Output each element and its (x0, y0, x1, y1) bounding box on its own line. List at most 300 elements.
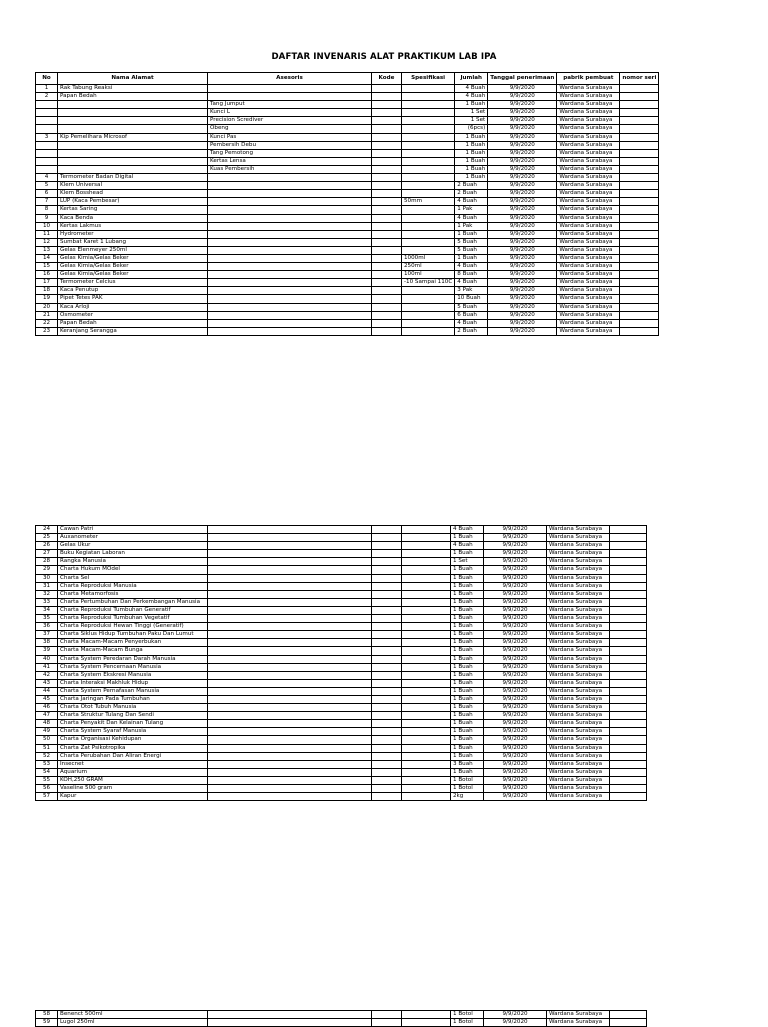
cell-no: 26 (36, 542, 58, 550)
cell-nama: Kaca Penutup (58, 287, 208, 295)
cell-nomor-seri (620, 85, 659, 93)
cell-asesoris (208, 198, 372, 206)
cell-nama: Kertas Saring (58, 206, 208, 214)
table-row (36, 776, 647, 784)
cell-nomor-seri (610, 582, 647, 590)
cell-nama (58, 149, 208, 157)
cell-tanggal: 9/9/2020 (484, 655, 547, 663)
cell-tanggal: 9/9/2020 (484, 728, 547, 736)
cell-tanggal: 9/9/2020 (488, 174, 557, 182)
cell-pabrik: Wardana Surabaya (547, 768, 610, 776)
cell-nomor-seri (610, 574, 647, 582)
cell-nomor-seri (620, 198, 659, 206)
cell-nomor-seri (620, 149, 659, 157)
cell-tanggal: 9/9/2020 (488, 190, 557, 198)
table-row (36, 141, 659, 149)
header-kode: Kode (372, 73, 402, 85)
cell-jumlah: 1 Buah (451, 744, 484, 752)
cell-nama: Gelas Kimia/Gelas Beker (58, 271, 208, 279)
table-row (36, 125, 659, 133)
cell-kode (372, 793, 402, 801)
cell-asesoris: Kertas Lensa (208, 157, 372, 165)
cell-no: 9 (36, 214, 58, 222)
table-row (36, 319, 659, 327)
cell-spesifikasi (402, 125, 455, 133)
cell-jumlah: 1 Buah (451, 679, 484, 687)
table-row (36, 246, 659, 254)
cell-pabrik: Wardana Surabaya (547, 704, 610, 712)
table-row (36, 639, 647, 647)
cell-spesifikasi (402, 615, 451, 623)
cell-asesoris (208, 623, 372, 631)
cell-kode (372, 190, 402, 198)
cell-nama: Kaca Benda (58, 214, 208, 222)
table-row (36, 736, 647, 744)
cell-spesifikasi: 100ml (402, 271, 455, 279)
cell-pabrik: Wardana Surabaya (547, 760, 610, 768)
cell-jumlah: 1 Buah (451, 752, 484, 760)
cell-tanggal: 9/9/2020 (484, 663, 547, 671)
cell-jumlah: 1 Buah (455, 254, 488, 262)
cell-kode (372, 230, 402, 238)
cell-asesoris (208, 206, 372, 214)
cell-tanggal: 9/9/2020 (484, 712, 547, 720)
cell-asesoris: Pembersih Debu (208, 141, 372, 149)
cell-jumlah: 2 Buah (455, 327, 488, 335)
cell-spesifikasi (402, 606, 451, 614)
cell-spesifikasi (402, 639, 451, 647)
table-row (36, 206, 659, 214)
cell-asesoris: Tang Jumput (208, 101, 372, 109)
cell-no: 11 (36, 230, 58, 238)
cell-no: 55 (36, 776, 58, 784)
cell-asesoris: Obeng (208, 125, 372, 133)
cell-nomor-seri (620, 109, 659, 117)
cell-pabrik: Wardana Surabaya (547, 1011, 610, 1019)
cell-pabrik: Wardana Surabaya (557, 133, 620, 141)
cell-kode (372, 165, 402, 173)
cell-nama: Gelas Ukur (58, 542, 208, 550)
cell-spesifikasi (402, 1019, 451, 1027)
cell-jumlah: 5 Buah (455, 246, 488, 254)
cell-asesoris (208, 222, 372, 230)
cell-nama: Charta Hukum MOdel (58, 566, 208, 574)
cell-kode (372, 133, 402, 141)
cell-spesifikasi (402, 768, 451, 776)
table-row (36, 623, 647, 631)
cell-nama: Insecnet (58, 760, 208, 768)
cell-spesifikasi (402, 623, 451, 631)
cell-nama: Osmometer (58, 311, 208, 319)
cell-tanggal: 9/9/2020 (488, 311, 557, 319)
table-row (36, 606, 647, 614)
cell-nama (58, 109, 208, 117)
cell-no: 54 (36, 768, 58, 776)
header-no: No (36, 73, 58, 85)
header-nama: Nama Alamat (58, 73, 208, 85)
cell-no: 12 (36, 238, 58, 246)
cell-pabrik: Wardana Surabaya (557, 174, 620, 182)
cell-asesoris (208, 574, 372, 582)
cell-nama: Charta Penyakit Dan Kelainan Tulang (58, 720, 208, 728)
cell-no: 19 (36, 295, 58, 303)
cell-nama: Rangka Manusia (58, 558, 208, 566)
cell-no (36, 165, 58, 173)
cell-nomor-seri (610, 752, 647, 760)
cell-pabrik: Wardana Surabaya (547, 712, 610, 720)
cell-kode (372, 295, 402, 303)
cell-kode (372, 125, 402, 133)
cell-no (36, 149, 58, 157)
cell-tanggal: 9/9/2020 (484, 744, 547, 752)
inventory-table-2 (35, 525, 647, 801)
cell-nomor-seri (610, 566, 647, 574)
cell-tanggal: 9/9/2020 (488, 295, 557, 303)
cell-asesoris (208, 590, 372, 598)
cell-kode (372, 311, 402, 319)
cell-tanggal: 9/9/2020 (488, 222, 557, 230)
cell-nomor-seri (610, 639, 647, 647)
cell-nomor-seri (610, 1019, 647, 1027)
cell-nomor-seri (620, 254, 659, 262)
cell-no: 7 (36, 198, 58, 206)
cell-spesifikasi (402, 647, 451, 655)
cell-nomor-seri (610, 615, 647, 623)
cell-nomor-seri (610, 720, 647, 728)
cell-nomor-seri (610, 542, 647, 550)
cell-spesifikasi (402, 752, 451, 760)
cell-spesifikasi (402, 655, 451, 663)
cell-no: 33 (36, 598, 58, 606)
cell-nama: Charta Metamorfosis (58, 590, 208, 598)
header-asesoris: Asesoris (208, 73, 372, 85)
cell-jumlah: 4 Buah (455, 214, 488, 222)
cell-pabrik: Wardana Surabaya (557, 198, 620, 206)
cell-nomor-seri (620, 311, 659, 319)
cell-jumlah: 4 Buah (451, 542, 484, 550)
cell-no: 5 (36, 182, 58, 190)
cell-no: 8 (36, 206, 58, 214)
table-row (36, 615, 647, 623)
cell-pabrik: Wardana Surabaya (547, 736, 610, 744)
cell-pabrik: Wardana Surabaya (557, 149, 620, 157)
cell-kode (372, 631, 402, 639)
cell-jumlah: 1 Set (455, 117, 488, 125)
cell-tanggal: 9/9/2020 (484, 615, 547, 623)
cell-tanggal: 9/9/2020 (484, 558, 547, 566)
cell-nama: Auxanometer (58, 534, 208, 542)
cell-nomor-seri (620, 214, 659, 222)
cell-pabrik: Wardana Surabaya (557, 214, 620, 222)
cell-pabrik: Wardana Surabaya (547, 615, 610, 623)
cell-pabrik: Wardana Surabaya (547, 590, 610, 598)
cell-spesifikasi (402, 663, 451, 671)
cell-spesifikasi (402, 311, 455, 319)
cell-no (36, 157, 58, 165)
cell-pabrik: Wardana Surabaya (557, 182, 620, 190)
cell-jumlah: 6 Buah (455, 311, 488, 319)
cell-nomor-seri (610, 785, 647, 793)
cell-asesoris: Kunci L (208, 109, 372, 117)
cell-kode (372, 109, 402, 117)
cell-nomor-seri (610, 631, 647, 639)
cell-no: 18 (36, 287, 58, 295)
cell-jumlah: 4 Buah (455, 319, 488, 327)
cell-jumlah: 2 Buah (455, 190, 488, 198)
cell-tanggal: 9/9/2020 (488, 254, 557, 262)
cell-jumlah: 10 Buah (455, 295, 488, 303)
cell-nomor-seri (620, 263, 659, 271)
cell-no: 15 (36, 263, 58, 271)
cell-kode (372, 615, 402, 623)
cell-tanggal: 9/9/2020 (484, 542, 547, 550)
cell-asesoris (208, 311, 372, 319)
cell-jumlah: 1 Botol (451, 1019, 484, 1027)
cell-nomor-seri (610, 671, 647, 679)
cell-asesoris: Tang Pemotong (208, 149, 372, 157)
cell-nama: Charta System Pencernaan Manusia (58, 663, 208, 671)
cell-no: 49 (36, 728, 58, 736)
cell-nomor-seri (620, 157, 659, 165)
cell-spesifikasi (402, 526, 451, 534)
cell-nama: Kaca Arloji (58, 303, 208, 311)
cell-nomor-seri (620, 141, 659, 149)
cell-nama (58, 101, 208, 109)
cell-nama: Charta System Pernafasan Manusia (58, 687, 208, 695)
cell-nama (58, 117, 208, 125)
cell-nomor-seri (620, 125, 659, 133)
cell-no (36, 125, 58, 133)
cell-jumlah: 1 Buah (451, 687, 484, 695)
table-row (36, 109, 659, 117)
cell-nomor-seri (620, 190, 659, 198)
cell-spesifikasi (402, 542, 451, 550)
cell-tanggal: 9/9/2020 (488, 214, 557, 222)
cell-kode (372, 214, 402, 222)
cell-jumlah: 1 Pak (455, 222, 488, 230)
cell-spesifikasi (402, 558, 451, 566)
cell-kode (372, 149, 402, 157)
cell-no (36, 141, 58, 149)
cell-pabrik: Wardana Surabaya (547, 598, 610, 606)
cell-asesoris (208, 582, 372, 590)
cell-kode (372, 785, 402, 793)
cell-spesifikasi (402, 574, 451, 582)
cell-spesifikasi (402, 728, 451, 736)
cell-spesifikasi (402, 785, 451, 793)
cell-jumlah: 1 Buah (451, 574, 484, 582)
cell-nomor-seri (610, 744, 647, 752)
cell-kode (372, 222, 402, 230)
cell-kode (372, 263, 402, 271)
cell-jumlah: 4 Buah (451, 526, 484, 534)
cell-asesoris (208, 182, 372, 190)
cell-spesifikasi (402, 760, 451, 768)
cell-no: 23 (36, 327, 58, 335)
cell-tanggal: 9/9/2020 (488, 133, 557, 141)
table-row (36, 287, 659, 295)
cell-kode (372, 254, 402, 262)
cell-nama: Charta Interaksi Makhluk Hidup (58, 679, 208, 687)
cell-pabrik: Wardana Surabaya (547, 793, 610, 801)
cell-asesoris: Precision Scrediver (208, 117, 372, 125)
cell-pabrik: Wardana Surabaya (547, 574, 610, 582)
cell-nomor-seri (620, 287, 659, 295)
cell-kode (372, 744, 402, 752)
cell-kode (372, 639, 402, 647)
cell-nomor-seri (620, 174, 659, 182)
cell-pabrik: Wardana Surabaya (557, 125, 620, 133)
cell-nomor-seri (610, 655, 647, 663)
table-row (36, 679, 647, 687)
cell-nomor-seri (620, 327, 659, 335)
cell-tanggal: 9/9/2020 (484, 704, 547, 712)
cell-kode (372, 198, 402, 206)
cell-asesoris (208, 679, 372, 687)
table-row (36, 671, 647, 679)
cell-tanggal: 9/9/2020 (484, 720, 547, 728)
cell-nama: Charta Reproduksi Manusia (58, 582, 208, 590)
cell-kode (372, 663, 402, 671)
cell-spesifikasi (402, 157, 455, 165)
cell-asesoris (208, 606, 372, 614)
cell-jumlah: 1 Buah (451, 623, 484, 631)
cell-nama: Gelas Kimia/Gelas Beker (58, 263, 208, 271)
cell-nama: Lugol 250ml (58, 1019, 208, 1027)
cell-kode (372, 590, 402, 598)
cell-jumlah: 1 Buah (451, 534, 484, 542)
cell-jumlah: 3 Buah (451, 760, 484, 768)
cell-jumlah: 1 Buah (451, 728, 484, 736)
cell-asesoris (208, 246, 372, 254)
cell-no: 31 (36, 582, 58, 590)
cell-kode (372, 712, 402, 720)
cell-pabrik: Wardana Surabaya (547, 744, 610, 752)
table-row (36, 279, 659, 287)
cell-kode (372, 93, 402, 101)
cell-nama: Klem Bosshead (58, 190, 208, 198)
cell-nama: Gelas Elenmeyer 250ml (58, 246, 208, 254)
cell-spesifikasi (402, 101, 455, 109)
cell-no: 6 (36, 190, 58, 198)
cell-pabrik: Wardana Surabaya (557, 85, 620, 93)
cell-kode (372, 182, 402, 190)
cell-nomor-seri (620, 182, 659, 190)
cell-asesoris (208, 542, 372, 550)
table-row (36, 254, 659, 262)
cell-asesoris (208, 263, 372, 271)
inventory-table-3 (35, 1010, 647, 1027)
cell-spesifikasi (402, 631, 451, 639)
cell-kode (372, 574, 402, 582)
cell-nama: Aquarium (58, 768, 208, 776)
cell-jumlah: 5 Buah (455, 303, 488, 311)
table-row (36, 157, 659, 165)
cell-pabrik: Wardana Surabaya (547, 623, 610, 631)
cell-kode (372, 174, 402, 182)
cell-asesoris (208, 85, 372, 93)
cell-nama: Charta Siklus Hidup Tumbuhan Paku Dan Lumut (58, 631, 208, 639)
cell-pabrik: Wardana Surabaya (557, 319, 620, 327)
cell-tanggal: 9/9/2020 (484, 695, 547, 703)
cell-nomor-seri (620, 133, 659, 141)
cell-nomor-seri (610, 606, 647, 614)
cell-jumlah: 1 Buah (451, 647, 484, 655)
cell-asesoris (208, 598, 372, 606)
cell-jumlah: 1 Buah (451, 695, 484, 703)
cell-nomor-seri (610, 1011, 647, 1019)
table-row (36, 631, 647, 639)
cell-jumlah: 4 Buah (455, 85, 488, 93)
cell-asesoris (208, 279, 372, 287)
cell-spesifikasi (402, 319, 455, 327)
cell-asesoris (208, 768, 372, 776)
cell-spesifikasi (402, 287, 455, 295)
cell-jumlah: 1 Buah (455, 230, 488, 238)
cell-pabrik: Wardana Surabaya (557, 93, 620, 101)
cell-pabrik: Wardana Surabaya (547, 720, 610, 728)
cell-nama: Kip Pemelihara Microsof (58, 133, 208, 141)
cell-kode (372, 736, 402, 744)
cell-kode (372, 141, 402, 149)
cell-kode (372, 327, 402, 335)
cell-asesoris (208, 230, 372, 238)
cell-jumlah: 1 Buah (451, 671, 484, 679)
table-row (36, 198, 659, 206)
cell-jumlah: 1 Buah (451, 663, 484, 671)
cell-tanggal: 9/9/2020 (488, 101, 557, 109)
cell-asesoris (208, 744, 372, 752)
table-row (36, 720, 647, 728)
cell-pabrik: Wardana Surabaya (547, 582, 610, 590)
cell-tanggal: 9/9/2020 (484, 550, 547, 558)
cell-jumlah: 1 Buah (451, 736, 484, 744)
cell-tanggal: 9/9/2020 (488, 287, 557, 295)
cell-jumlah: 1 Buah (451, 720, 484, 728)
cell-no: 47 (36, 712, 58, 720)
cell-tanggal: 9/9/2020 (484, 1011, 547, 1019)
table-row (36, 704, 647, 712)
cell-jumlah: 1 Set (455, 109, 488, 117)
cell-no: 36 (36, 623, 58, 631)
cell-tanggal: 9/9/2020 (488, 93, 557, 101)
cell-pabrik: Wardana Surabaya (557, 190, 620, 198)
table-row (36, 238, 659, 246)
cell-tanggal: 9/9/2020 (488, 85, 557, 93)
cell-kode (372, 655, 402, 663)
cell-asesoris (208, 295, 372, 303)
cell-nama: Charta Reproduksi Tumbuhan Generatif (58, 606, 208, 614)
cell-pabrik: Wardana Surabaya (557, 165, 620, 173)
cell-kode (372, 647, 402, 655)
cell-spesifikasi: 250ml (402, 263, 455, 271)
cell-no: 43 (36, 679, 58, 687)
cell-kode (372, 720, 402, 728)
cell-asesoris: Kuas Pembersih (208, 165, 372, 173)
cell-spesifikasi (402, 550, 451, 558)
cell-jumlah: 1 Buah (451, 704, 484, 712)
cell-jumlah: 1 Buah (455, 165, 488, 173)
cell-asesoris (208, 526, 372, 534)
table-row (36, 182, 659, 190)
cell-pabrik: Wardana Surabaya (557, 311, 620, 319)
table-row (36, 687, 647, 695)
table-row (36, 303, 659, 311)
cell-jumlah: 1 Buah (455, 133, 488, 141)
table-row (36, 728, 647, 736)
cell-no: 40 (36, 655, 58, 663)
cell-tanggal: 9/9/2020 (484, 623, 547, 631)
